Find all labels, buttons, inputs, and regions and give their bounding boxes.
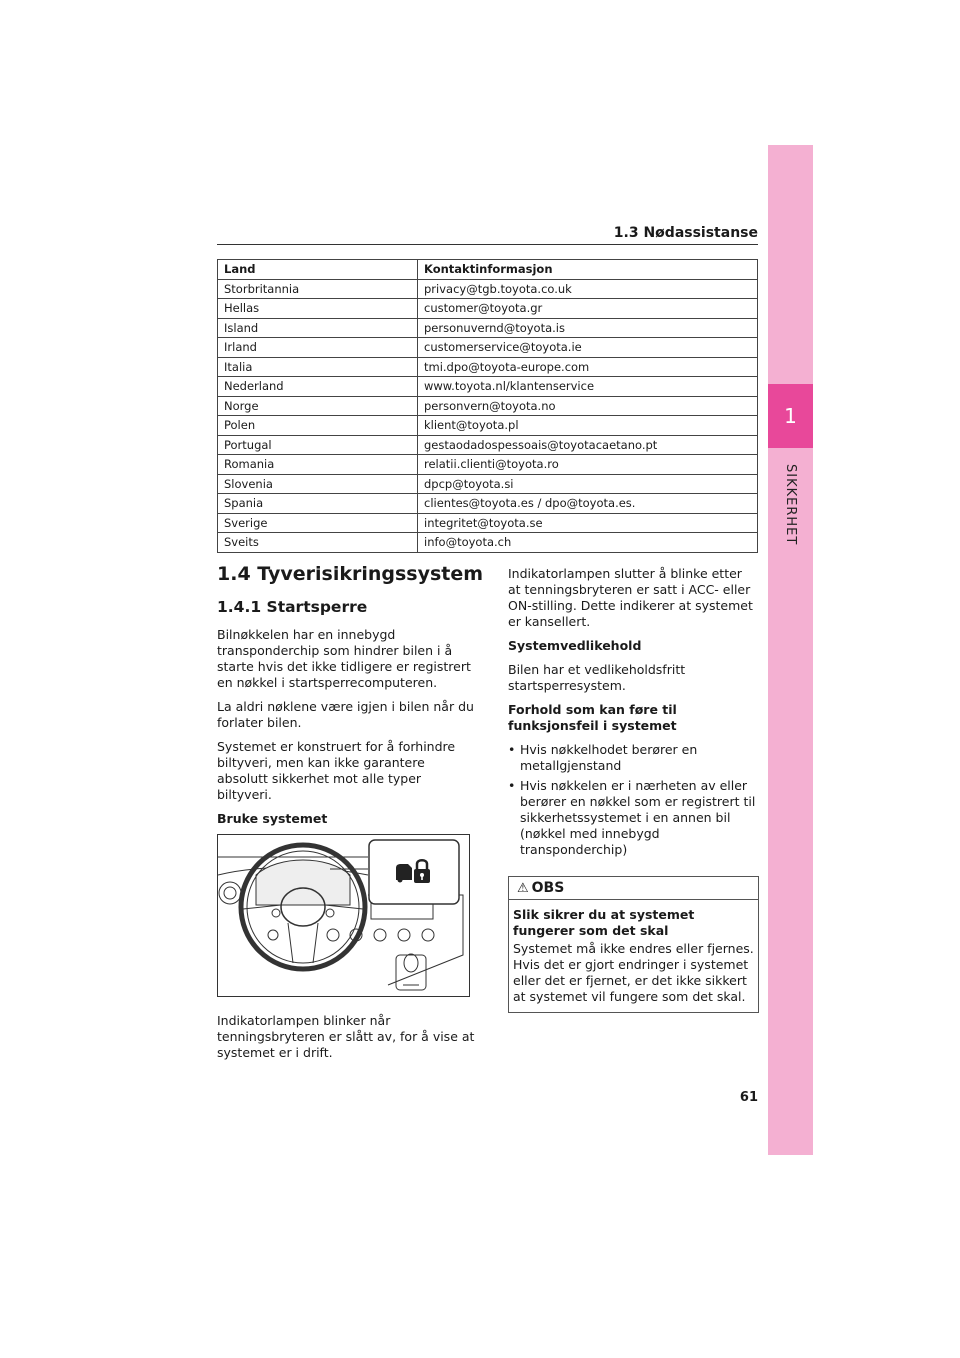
cell-country: Island	[218, 318, 418, 338]
paragraph: Systemet er konstruert for å forhindre biltyveri, men kan ikke garantere absolutt sikkerhet mot alle typer biltyveri.	[217, 739, 456, 802]
subheading-maintenance: Systemvedlikehold	[508, 638, 642, 653]
cell-contact: integritet@toyota.se	[418, 513, 758, 533]
chapter-tab-strip	[768, 145, 813, 1155]
dashboard-illustration	[217, 834, 470, 997]
steering-wheel-illustration	[218, 835, 469, 996]
running-header: 1.3 Nødassistanse	[613, 225, 758, 241]
cell-country: Norge	[218, 396, 418, 416]
table-row	[218, 494, 758, 514]
cell-contact: customerservice@toyota.ie	[418, 338, 758, 358]
subheading-conditions: Forhold som kan føre til funksjonsfeil i systemet	[508, 702, 677, 733]
cell-contact: gestaodadospessoais@toyotacaetano.pt	[418, 435, 758, 455]
paragraph: Indikatorlampen slutter å blinke etter at tenningsbryteren er satt i ACC- eller ON-stilling. Dette indikerer at systemet er kansellert.	[508, 566, 753, 629]
column-header-contact: Kontaktinformasjon	[418, 260, 758, 280]
section-title: 1.4 Tyverisikringssystem	[217, 563, 484, 585]
chapter-number-tab: 1	[768, 384, 813, 448]
conditions-list	[508, 742, 758, 858]
cell-contact: klient@toyota.pl	[418, 416, 758, 436]
cell-contact: www.toyota.nl/klantenservice	[418, 377, 758, 397]
paragraph: Bilen har et vedlikeholdsfritt startsperresystem.	[508, 662, 686, 693]
cell-country: Storbritannia	[218, 279, 418, 299]
obs-header	[509, 877, 758, 900]
right-column	[508, 566, 758, 862]
obs-label: OBS	[531, 880, 565, 896]
chapter-title-tab	[768, 455, 813, 555]
cell-country: Portugal	[218, 435, 418, 455]
list-item: • Hvis nøkkelhodet berører en metallgjenstand	[508, 742, 758, 774]
obs-notice-box	[508, 876, 759, 1013]
list-item: • Hvis nøkkelen er i nærheten av eller berører en nøkkel som er registrert til sikkerhetssystemet i en annen bil (nøkkel med innebygd transponderchip)	[508, 778, 758, 858]
table-row	[218, 396, 758, 416]
table-row	[218, 377, 758, 397]
table-row	[218, 299, 758, 319]
cell-contact: personuvernd@toyota.is	[418, 318, 758, 338]
cell-country: Nederland	[218, 377, 418, 397]
cell-country: Polen	[218, 416, 418, 436]
table-row	[218, 357, 758, 377]
paragraph: Indikatorlampen blinker når tenningsbryteren er slått av, for å vise at systemet er i drift.	[217, 1013, 475, 1060]
cell-country: Hellas	[218, 299, 418, 319]
chapter-title: SIKKERHET	[783, 464, 798, 546]
obs-body	[509, 900, 758, 1005]
cell-country: Spania	[218, 494, 418, 514]
paragraph: Bilnøkkelen har en innebygd transponderchip som hindrer bilen i å starte hvis det ikke tidligere er registrert en nøkkel i startsperrecomputeren.	[217, 627, 471, 690]
table-row	[218, 533, 758, 553]
obs-text: Systemet må ikke endres eller fjernes. Hvis det er gjort endringer i systemet eller det er fjernet, er det ikke sikkert at systemet vil fungere som det skal.	[513, 941, 754, 1004]
cell-country: Sverige	[218, 513, 418, 533]
table-row	[218, 455, 758, 475]
table-header-row	[218, 260, 758, 280]
cell-contact: customer@toyota.gr	[418, 299, 758, 319]
obs-heading: Slik sikrer du at systemet fungerer som det skal	[513, 907, 695, 938]
table-row	[218, 318, 758, 338]
table-row	[218, 416, 758, 436]
cell-contact: privacy@tgb.toyota.co.uk	[418, 279, 758, 299]
left-column	[217, 627, 475, 835]
subsection-title: 1.4.1 Startsperre	[217, 598, 368, 616]
cell-country: Slovenia	[218, 474, 418, 494]
cell-country: Italia	[218, 357, 418, 377]
paragraph: La aldri nøklene være igjen i bilen når du forlater bilen.	[217, 699, 474, 730]
cell-contact: personvern@toyota.no	[418, 396, 758, 416]
column-header-country: Land	[218, 260, 418, 280]
cell-contact: dpcp@toyota.si	[418, 474, 758, 494]
table-row	[218, 279, 758, 299]
subheading-using-system: Bruke systemet	[217, 811, 328, 826]
table-row	[218, 435, 758, 455]
page-number: 61	[739, 1090, 758, 1105]
cell-contact: relatii.clienti@toyota.ro	[418, 455, 758, 475]
table-row	[218, 474, 758, 494]
cell-country: Irland	[218, 338, 418, 358]
header-rule	[217, 244, 758, 245]
cell-country: Romania	[218, 455, 418, 475]
cell-contact: clientes@toyota.es / dpo@toyota.es.	[418, 494, 758, 514]
table-row	[218, 338, 758, 358]
contact-table	[217, 259, 758, 553]
warning-triangle-icon: ⚠	[517, 880, 529, 896]
cell-contact: tmi.dpo@toyota-europe.com	[418, 357, 758, 377]
table-row	[218, 513, 758, 533]
cell-country: Sveits	[218, 533, 418, 553]
left-column-bottom	[217, 1013, 475, 1069]
cell-contact: info@toyota.ch	[418, 533, 758, 553]
